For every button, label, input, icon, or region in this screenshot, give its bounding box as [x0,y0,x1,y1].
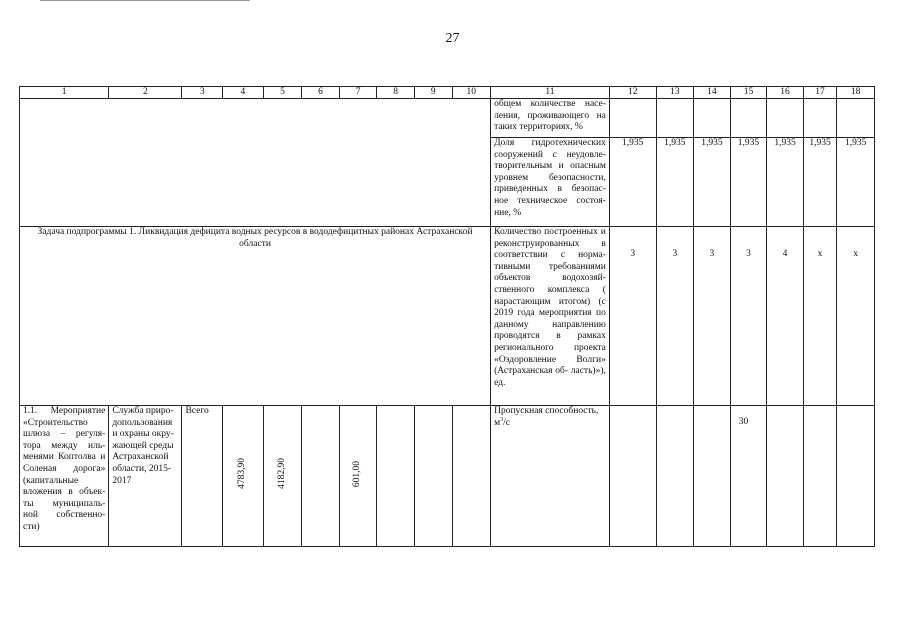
header-cell: 5 [263,87,302,99]
header-cell: 15 [730,87,767,99]
executor-cell: Служба приро- допользования и охраны окру- жающей среды Астраханской области, 2015- 2017 [109,406,182,547]
indicator-sup: 3 [500,416,504,423]
header-cell: 1 [20,87,109,99]
header-row [20,87,875,99]
amount-total-cell [223,406,264,547]
task-row [20,227,875,406]
amount-col6-cell [302,406,340,547]
amount-total: 4783,90 [237,458,248,490]
continuation-row [20,99,875,138]
value-cell [656,406,694,547]
header-cell: 11 [491,87,610,99]
value-cell: 1,935 [609,138,656,227]
value-cell [730,99,767,138]
value-cell: 3 [694,227,731,406]
header-cell: 9 [414,87,452,99]
header-cell: 17 [803,87,837,99]
indicator-cell [491,406,610,547]
value-cell [837,406,875,547]
value-cell [694,406,731,547]
blank-merged-cell [20,99,491,227]
value-cell [694,99,731,138]
value-cell [837,99,875,138]
header-cell: 6 [302,87,340,99]
amount-col5-cell [263,406,302,547]
indicator-cell: Количество построенных и реконструированных в соответствии с норма- тивными требованиями объектов водохозяй- ственного комплекса ( нарастающим итогом) (с 2019 года мероприятия по данному направлению проводятся в рамках регионального проекта «Оздоровление Волги» (Астраханская об- ласть)»), ед. [491,227,610,406]
value-cell: 1,935 [730,138,767,227]
value-cell [609,99,656,138]
program-table [19,86,875,547]
measure-row [20,406,875,547]
amount-col8-cell [377,406,415,547]
measure-name: 1.1. Мероприятие «Строительство шлюза – регуля- тора между иль- менями Коптолва и Соленая дорога» (капитальные вложения в объек- ты муниципаль- ной собственно- сти) [20,406,109,547]
value-cell: 1,935 [837,138,875,227]
value-cell: 3 [609,227,656,406]
value-cell: х [803,227,837,406]
value-cell: 3 [656,227,694,406]
header-cell: 3 [182,87,223,99]
header-cell: 13 [656,87,694,99]
indicator-unit: /с [503,417,510,428]
value-cell: 1,935 [656,138,694,227]
indicator-cell: Доля гидротехнических сооружений с неудовле- творительным и опасным уровнем безопасности, приведенных в безопас- ное техническое состоя- ние, % [491,138,610,227]
header-cell: 12 [609,87,656,99]
amount-col10-cell [452,406,491,547]
value-cell: 1,935 [694,138,731,227]
value-cell [803,99,837,138]
value-cell [767,406,804,547]
value-cell: 1,935 [803,138,837,227]
header-cell: 8 [377,87,415,99]
indicator-cell: общем количестве насе- ления, проживающего на таких территориях, % [491,99,610,138]
page-number: 27 [445,31,460,46]
header-cell: 2 [109,87,182,99]
amount-col5: 4182,90 [276,458,287,490]
amount-col9-cell [414,406,452,547]
value-cell [767,99,804,138]
amount-col7-cell [339,406,377,547]
header-cell: 10 [452,87,491,99]
funding-source-cell: Всего [182,406,223,547]
value-cell: 3 [730,227,767,406]
header-cell: 4 [223,87,264,99]
task-title: Задача подпрограммы 1. Ликвидация дефицита водных ресурсов в вододефицитных районах Астраханской области [20,227,491,406]
value-cell: 4 [767,227,804,406]
value-cell [803,406,837,547]
header-cell: 7 [339,87,377,99]
value-cell: х [837,227,875,406]
value-cell [609,406,656,547]
header-cell: 14 [694,87,731,99]
header-cell: 18 [837,87,875,99]
top-rule [40,0,250,1]
header-cell: 16 [767,87,804,99]
value-cell [656,99,694,138]
value-cell: 30 [730,406,767,547]
amount-col7: 601,00 [352,460,363,487]
indicator-text: Пропускная способность, м [494,406,599,428]
value-cell: 1,935 [767,138,804,227]
